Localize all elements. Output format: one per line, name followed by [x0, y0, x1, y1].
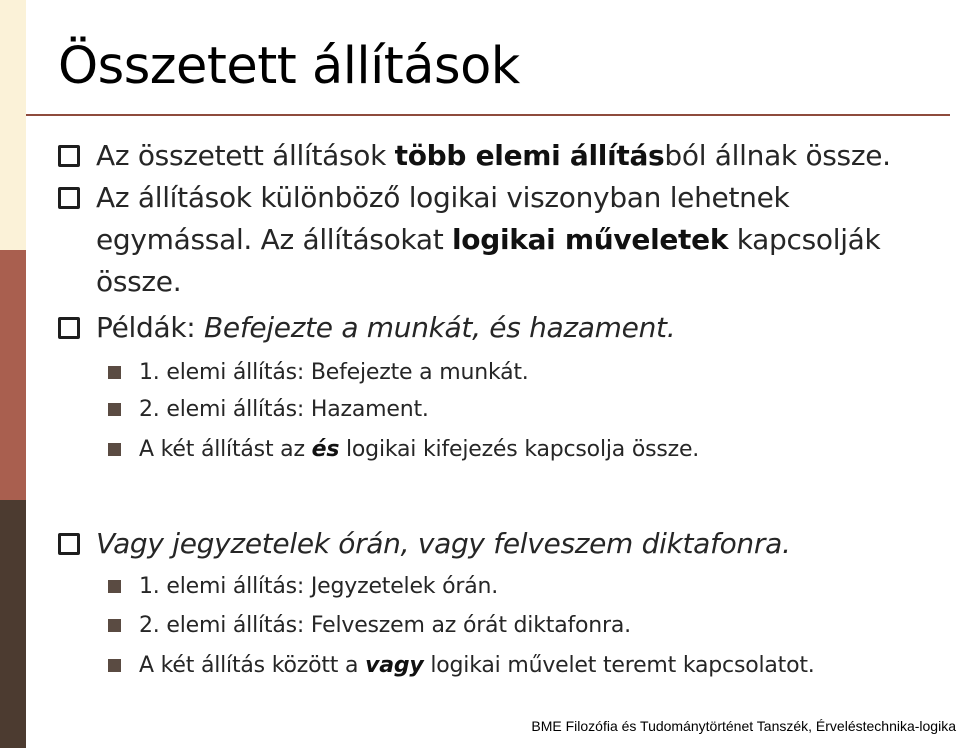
- hollow-square-bullet-icon: [58, 533, 80, 555]
- bullet-2-line-1: Az állítások különböző logikai viszonyban lehetnek: [96, 181, 790, 214]
- bullet-3-text: Példák: Befejezte a munkát, és hazament.: [96, 311, 676, 344]
- sub-bullet-4: 1. elemi állítás: Jegyzetelek órán.: [139, 574, 499, 599]
- hollow-square-bullet-icon: [58, 187, 80, 209]
- slide-footer: BME Filozófia és Tudománytörténet Tanszék, Érveléstechnika-logika: [531, 718, 956, 734]
- bullet-4-text: Vagy jegyzetelek órán, vagy felveszem diktafonra.: [96, 527, 791, 560]
- bullet-2-line-2: egymással. Az állításokat logikai műveletek kapcsolják: [96, 223, 881, 256]
- hollow-square-bullet-icon: [58, 317, 80, 339]
- bullet-2-line-3: össze.: [96, 265, 182, 298]
- filled-square-bullet-icon: [108, 366, 121, 379]
- sub-bullet-5: 2. elemi állítás: Felveszem az órát diktafonra.: [139, 613, 631, 638]
- left-band-dark: [0, 500, 26, 748]
- slide-title: Összetett állítások: [58, 37, 520, 96]
- filled-square-bullet-icon: [108, 443, 121, 456]
- filled-square-bullet-icon: [108, 659, 121, 672]
- title-divider: [26, 114, 950, 116]
- sub-bullet-2: 2. elemi állítás: Hazament.: [139, 397, 429, 422]
- sub-bullet-1: 1. elemi állítás: Befejezte a munkát.: [139, 360, 529, 385]
- left-band-rust: [0, 250, 26, 500]
- bullet-1-text: Az összetett állítások több elemi állításból állnak össze.: [96, 139, 891, 172]
- filled-square-bullet-icon: [108, 619, 121, 632]
- hollow-square-bullet-icon: [58, 145, 80, 167]
- left-band-cream: [0, 0, 26, 250]
- sub-bullet-3: A két állítást az és logikai kifejezés kapcsolja össze.: [139, 437, 700, 462]
- filled-square-bullet-icon: [108, 403, 121, 416]
- filled-square-bullet-icon: [108, 580, 121, 593]
- sub-bullet-6: A két állítás között a vagy logikai művelet teremt kapcsolatot.: [139, 653, 815, 678]
